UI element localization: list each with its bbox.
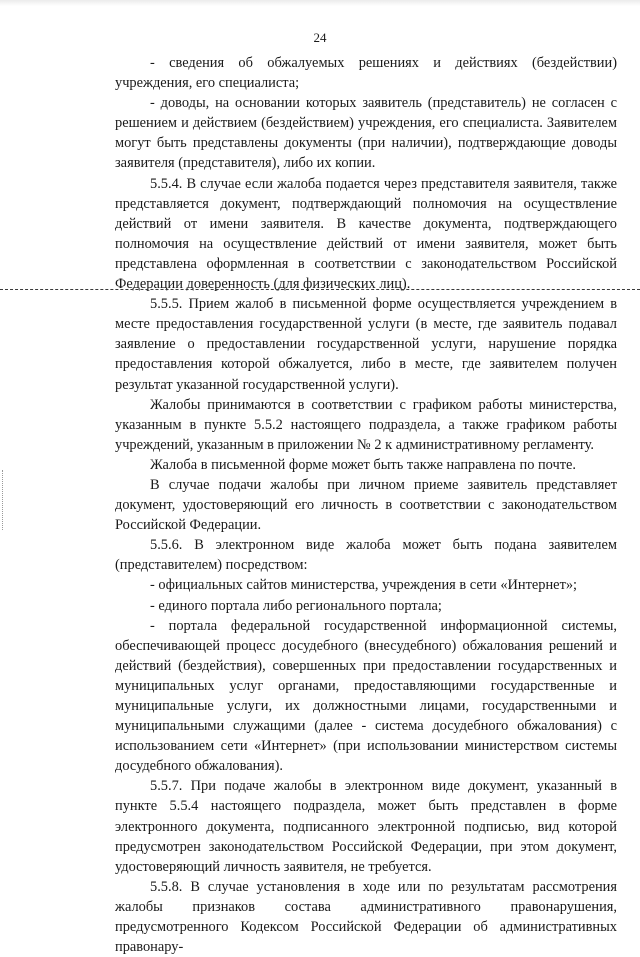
paragraph-schedule: Жалобы принимаются в соответствии с графиком работы министерства, указанным в пункте 5.5.2 настоящего подраздела, а также графиком работы учреждений, указанным в приложении № 2 к административному регламенту. bbox=[115, 396, 617, 453]
paragraph-5-5-7: 5.5.7. При подаче жалобы в электронном виде документ, указанный в пункте 5.5.4 настоящего подраздела, может быть представлен в форме электронного документа, подписанного электронной подписью, вид которой предусмотрен законодательством Российской Федерации, при этом документ, удостоверяющий личность заявителя, не требуется. bbox=[115, 778, 617, 875]
paragraph-personal-reception: В случае подачи жалобы при личном приеме заявитель представляет документ, удостоверяющий его личность в соответствии с законодательством Российской Федерации. bbox=[115, 476, 617, 534]
paragraph-bullet-decisions: - сведения об обжалуемых решениях и действиях (бездействии) учреждения, его специалиста; bbox=[115, 55, 617, 92]
page-number: 24 bbox=[313, 30, 327, 45]
paragraph-5-5-6: 5.5.6. В электронном виде жалоба может быть подана заявителем (представителем) посредством: bbox=[115, 537, 617, 574]
paragraph-5-5-4: 5.5.4. В случае если жалоба подается через представителя заявителя, также представляется документ, подтверждающий полномочия на осуществление действий от имени заявителя. В качестве документа, подтверждающего полномочия на осуществление действий от имени заявителя, может быть представлена оформленная в соответствии с законодательством Российской Федерации доверенность (для физических лиц). bbox=[115, 175, 617, 293]
paragraph-bullet-arguments: - доводы, на основании которых заявитель (представитель) не согласен с решением и действием (бездействием) учреждения, его специалиста. Заявителем могут быть представлены документы (при наличии), подтверждающие доводы заявителя (представителя), либо их копии. bbox=[115, 95, 617, 172]
paragraph-5-5-8: 5.5.8. В случае установления в ходе или по результатам рассмотрения жалобы признаков состава административного правонарушения, предусмотренного Кодексом Российской Федерации об административных правонару- bbox=[115, 878, 617, 956]
paragraph-5-5-5: 5.5.5. Прием жалоб в письменной форме осуществляется учреждением в месте предоставления государственной услуги (в месте, где заявитель подавал заявление о предоставлении государственной услуги, нарушение порядка предоставления которой обжалуется, либо в месте, где заявителем получен результат указанной государственной услуги). bbox=[115, 296, 617, 393]
document-body bbox=[115, 53, 617, 957]
paragraph-by-mail: Жалоба в письменной форме может быть также направлена по почте. bbox=[150, 456, 577, 473]
paragraph-bullet-federal-portal: - портала федеральной государственной информационной системы, обеспечивающей процесс досудебного (внесудебного) обжалования решений и действий (бездействия), совершенных при предоставлении государственных и муниципальных услуг органами, предоставляющими государственные и муниципальные услуги, их должностными лицами, государственными и муниципальными служащими (далее - система досудебного обжалования) с использованием сети «Интернет» (при использовании министерством системы досудебного обжалования). bbox=[115, 617, 617, 775]
paragraph-bullet-portal: - единого портала либо регионального портала; bbox=[150, 597, 442, 614]
scan-margin-mark bbox=[2, 470, 5, 530]
paragraph-bullet-official-sites: - официальных сайтов министерства, учреждения в сети «Интернет»; bbox=[150, 577, 578, 594]
scan-edge-shadow bbox=[0, 0, 640, 6]
scan-dashed-line bbox=[0, 289, 640, 290]
